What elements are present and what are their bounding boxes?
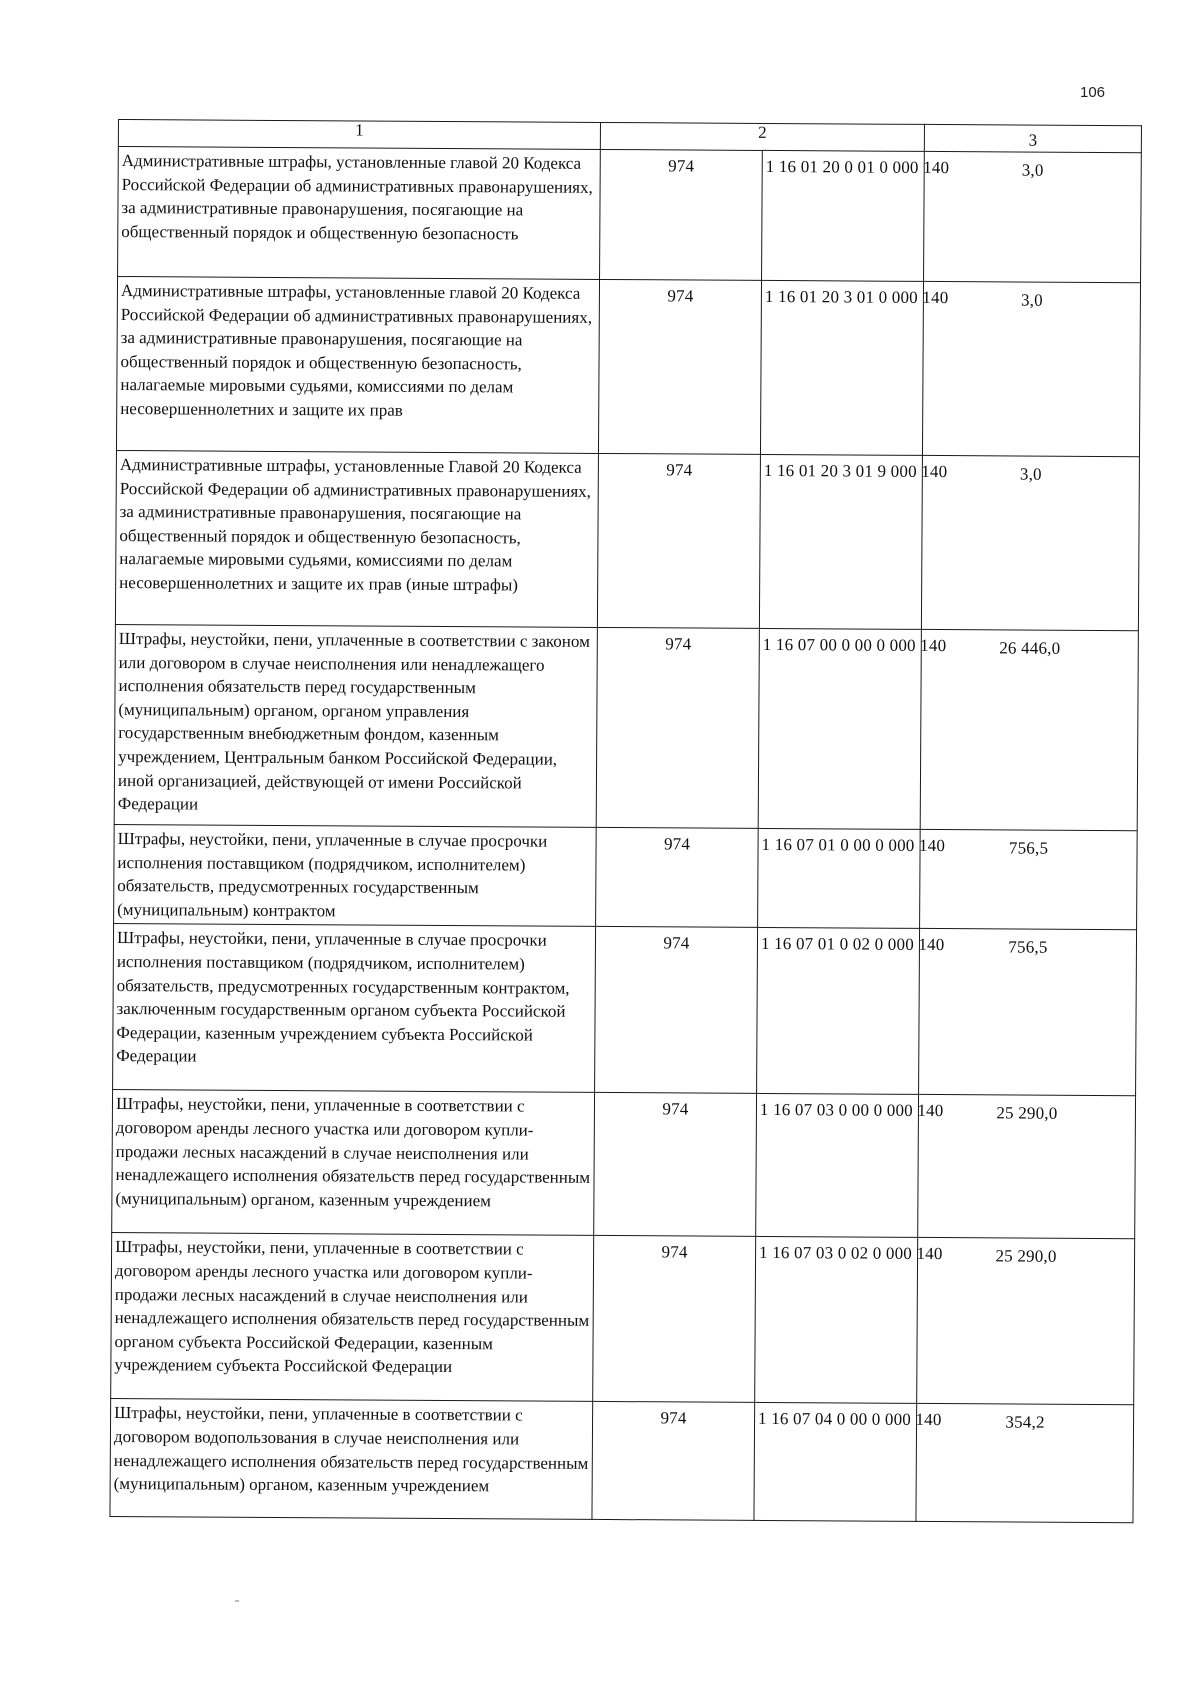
row-amount: 756,5: [920, 829, 1138, 930]
row-kbk-code: 1 16 07 03 0 02 0 000 140: [755, 1237, 918, 1404]
page-number: 106: [1080, 84, 1106, 101]
row-amount: 3,0: [922, 281, 1140, 456]
row-admin-code: 974: [600, 149, 763, 280]
table-row: [114, 624, 1138, 830]
table-row: [113, 924, 1137, 1096]
row-description: Штрафы, неустойки, пени, уплаченные в соответствии с законом или договором в случае неисполнения или ненадлежащего исполнения обязательств перед государственным (муниципальным) органом, органом управления государственным внебюджетным фондом, казенным учреждением, Центральным банком Российской Федерации, иной организацией, действующей от имени Российской Федерации: [114, 624, 597, 827]
row-description: Штрафы, неустойки, пени, уплаченные в соответствии с договором аренды лесного участка или договором купли-продажи лесных насаждений в случае неисполнения или ненадлежащего исполнения обязательств перед государственным (муниципальным) органом, казенным учреждением: [112, 1090, 595, 1236]
header-col-3: 3: [924, 124, 1141, 152]
row-kbk-code: 1 16 07 01 0 02 0 000 140: [757, 928, 920, 1095]
row-description: Административные штрафы, установленные главой 20 Кодекса Российской Федерации об административных правонарушениях, за административные правонарушения, посягающие на общественный порядок и общественную безопасность, налагаемые мировыми судьями, комиссиями по делам несовершеннолетних и защите их прав: [116, 277, 599, 454]
row-kbk-code: 1 16 07 01 0 00 0 000 140: [758, 828, 921, 928]
row-amount: 25 290,0: [918, 1095, 1136, 1239]
row-description: Административные штрафы, установленные главой 20 Кодекса Российской Федерации об административных правонарушениях, за административные правонарушения, посягающие на общественный порядок и общественную безопасность: [118, 147, 601, 280]
table-row: [115, 450, 1139, 630]
row-amount: 26 446,0: [920, 629, 1138, 830]
table-row: [114, 824, 1138, 930]
row-admin-code: 974: [594, 1093, 757, 1237]
revenue-table: [109, 119, 1142, 1524]
row-description: Штрафы, неустойки, пени, уплаченные в соответствии с договором водопользования в случае неисполнения или ненадлежащего исполнения обязательств перед государственным (муниципальным) органом, казенным учреждением: [110, 1399, 593, 1520]
row-amount: 25 290,0: [917, 1238, 1135, 1405]
row-kbk-code: 1 16 07 00 0 00 0 000 140: [758, 628, 921, 829]
table-row: [116, 277, 1140, 457]
row-admin-code: 974: [595, 927, 758, 1094]
row-kbk-code: 1 16 01 20 3 01 9 000 140: [759, 454, 922, 629]
scan-speck: [235, 1600, 239, 1602]
header-col-2: 2: [600, 122, 924, 151]
row-description: Административные штрафы, установленные Главой 20 Кодекса Российской Федерации об административных правонарушениях, за административные правонарушения, посягающие на общественный порядок и общественную безопасность, налагаемые мировыми судьями, комиссиями по делам несовершеннолетних и защите их прав (иные штрафы): [115, 450, 598, 627]
row-admin-code: 974: [593, 1236, 756, 1403]
row-admin-code: 974: [596, 627, 759, 828]
row-amount: 3,0: [924, 151, 1142, 282]
row-description: Штрафы, неустойки, пени, уплаченные в случае просрочки исполнения поставщиком (подрядчиком, исполнителем) обязательств, предусмотренных государственным контрактом, заключенным государственным органом субъекта Российской Федерации, казенным учреждением субъекта Российской Федерации: [113, 924, 596, 1093]
row-kbk-code: 1 16 07 03 0 00 0 000 140: [756, 1094, 919, 1238]
row-admin-code: 974: [598, 279, 761, 454]
table-row: [111, 1233, 1135, 1405]
row-kbk-code: 1 16 01 20 0 01 0 000 140: [762, 150, 925, 281]
row-kbk-code: 1 16 01 20 3 01 0 000 140: [760, 280, 923, 455]
header-col-1: 1: [118, 120, 600, 150]
row-kbk-code: 1 16 07 04 0 00 0 000 140: [754, 1403, 917, 1522]
table-row: [110, 1399, 1134, 1523]
table-row: [118, 147, 1142, 283]
row-description: Штрафы, неустойки, пени, уплаченные в случае просрочки исполнения поставщиком (подрядчиком, исполнителем) обязательств, предусмотренных государственным (муниципальным) контрактом: [114, 824, 597, 926]
row-admin-code: 974: [596, 827, 759, 927]
row-amount: 756,5: [919, 929, 1137, 1096]
row-admin-code: 974: [592, 1402, 755, 1521]
row-description: Штрафы, неустойки, пени, уплаченные в соответствии с договором аренды лесного участка или договором купли-продажи лесных насаждений в случае неисполнения или ненадлежащего исполнения обязательств перед государственным органом субъекта Российской Федерации, казенным учреждением субъекта Российской Федерации: [111, 1233, 594, 1402]
row-admin-code: 974: [597, 453, 760, 628]
table-row: [112, 1090, 1136, 1239]
row-amount: 354,2: [916, 1404, 1134, 1523]
row-amount: 3,0: [921, 455, 1139, 630]
